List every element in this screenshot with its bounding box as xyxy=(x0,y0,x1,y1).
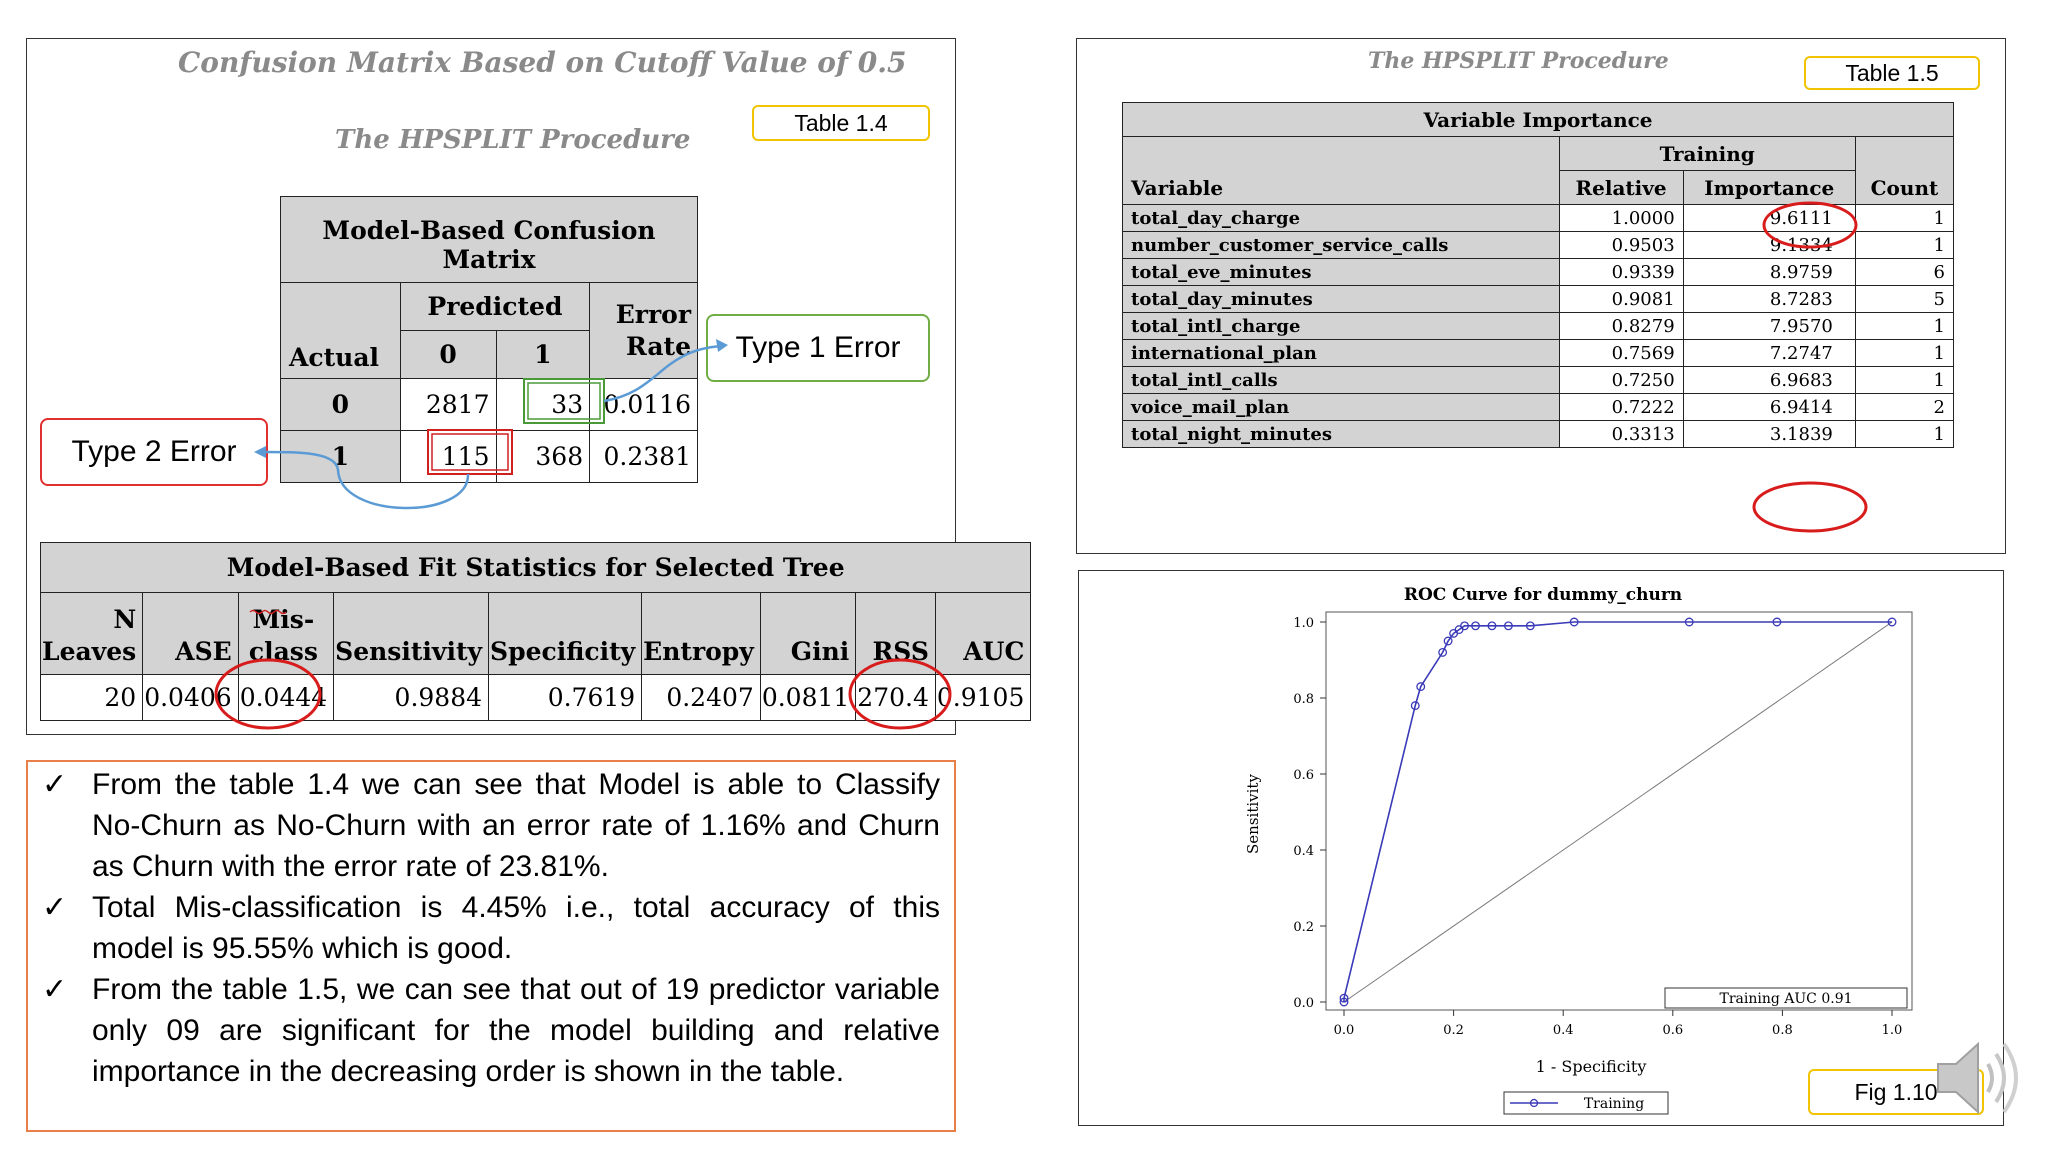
importance-cell: 7.2747 xyxy=(1683,340,1855,367)
importance-cell: 7.9570 xyxy=(1683,313,1855,340)
y-tick-label: 1.0 xyxy=(1293,616,1314,631)
importance-cell: 8.7283 xyxy=(1683,286,1855,313)
relative-cell: 0.9339 xyxy=(1559,259,1683,286)
hpsplit-subtitle-right: The HPSPLIT Procedure xyxy=(1368,48,1669,74)
legend-label: Training xyxy=(1583,1096,1645,1112)
check-icon: ✓ xyxy=(42,768,68,801)
count-col-header: Count xyxy=(1855,137,1953,205)
fit-col-header-bottom: class xyxy=(248,637,318,666)
actual-header: Actual xyxy=(281,283,401,379)
importance-cell: 3.1839 xyxy=(1683,421,1855,448)
count-cell: 1 xyxy=(1855,421,1953,448)
auc-label: Training AUC 0.91 xyxy=(1719,991,1853,1007)
count-cell: 1 xyxy=(1855,367,1953,394)
importance-cell: 8.9759 xyxy=(1683,259,1855,286)
y-tick-label: 0.4 xyxy=(1293,844,1314,859)
fit-col-header-bottom: Gini xyxy=(790,637,850,666)
check-icon: ✓ xyxy=(42,973,68,1006)
error-rate-header-line1: Error xyxy=(615,299,691,329)
fit-value-cell: 20 xyxy=(41,675,143,721)
variable-col-header: Variable xyxy=(1123,137,1560,205)
importance-cell: 9.6111 xyxy=(1683,205,1855,232)
fit-statistics-title: Model-Based Fit Statistics for Selected Tree xyxy=(41,543,1031,593)
relative-cell: 0.9081 xyxy=(1559,286,1683,313)
error-rate-cell: 0.0116 xyxy=(590,379,698,431)
error-rate-cell: 0.2381 xyxy=(590,431,698,483)
fit-value-cell: 0.0444 xyxy=(238,675,333,721)
relative-cell: 0.3313 xyxy=(1559,421,1683,448)
variable-name-cell: total_eve_minutes xyxy=(1123,259,1560,286)
predicted-header: Predicted xyxy=(400,283,589,331)
fit-value-cell: 0.7619 xyxy=(489,675,642,721)
relative-cell: 0.7250 xyxy=(1559,367,1683,394)
fit-col-header-top: N xyxy=(113,605,137,634)
confusion-matrix-title: Model-Based Confusion Matrix xyxy=(281,197,698,283)
importance-cell: 6.9414 xyxy=(1683,394,1855,421)
fit-value-cell: 0.9884 xyxy=(334,675,489,721)
count-cell: 5 xyxy=(1855,286,1953,313)
training-header: Training xyxy=(1559,137,1855,171)
variable-name-cell: total_day_minutes xyxy=(1123,286,1560,313)
x-tick-label: 0.2 xyxy=(1443,1023,1464,1038)
note-text: From the table 1.5, we can see that out of 19 predictor variable only 09 are significant for the model building and relative importance in the decreasing order is shown in the table. xyxy=(92,973,940,1088)
y-axis-label: Sensitivity xyxy=(1244,774,1262,854)
importance-cell: 9.1334 xyxy=(1683,232,1855,259)
relative-cell: 0.7222 xyxy=(1559,394,1683,421)
misclass-highlight-circle xyxy=(216,660,320,728)
x-tick-label: 0.6 xyxy=(1662,1023,1684,1038)
matrix-cell: 115 xyxy=(400,431,496,483)
table-1-4-tag: Table 1.4 xyxy=(752,105,930,141)
y-tick-label: 0.2 xyxy=(1293,920,1314,935)
top-importance-circle xyxy=(1764,203,1856,247)
predicted-col-0: 0 xyxy=(400,331,496,379)
variable-importance-title: Variable Importance xyxy=(1123,103,1954,137)
low-importance-circle xyxy=(1754,483,1866,531)
check-icon: ✓ xyxy=(42,891,68,924)
relative-cell: 0.9503 xyxy=(1559,232,1683,259)
variable-name-cell: number_customer_service_calls xyxy=(1123,232,1560,259)
confusion-panel-title: Confusion Matrix Based on Cutoff Value of 0.5 xyxy=(178,46,907,79)
note-item xyxy=(28,969,954,1092)
importance-col-header: Importance xyxy=(1683,171,1855,205)
fit-col-header-bottom: Leaves xyxy=(42,637,137,666)
relative-cell: 0.8279 xyxy=(1559,313,1683,340)
note-item xyxy=(28,887,954,969)
y-tick-label: 0.0 xyxy=(1293,996,1314,1011)
fit-value-cell: 0.9105 xyxy=(935,675,1030,721)
variable-name-cell: voice_mail_plan xyxy=(1123,394,1560,421)
importance-cell: 6.9683 xyxy=(1683,367,1855,394)
fit-col-header-bottom: Entropy xyxy=(643,637,754,666)
x-tick-label: 1.0 xyxy=(1881,1023,1903,1038)
variable-name-cell: international_plan xyxy=(1123,340,1560,367)
variable-name-cell: total_intl_charge xyxy=(1123,313,1560,340)
count-cell: 1 xyxy=(1855,232,1953,259)
chart-title: ROC Curve for dummy_churn xyxy=(1403,585,1683,605)
note-item xyxy=(28,764,954,887)
relative-col-header: Relative xyxy=(1559,171,1683,205)
count-cell: 1 xyxy=(1855,205,1953,232)
count-cell: 1 xyxy=(1855,313,1953,340)
matrix-cell: 368 xyxy=(496,431,590,483)
variable-name-cell: total_night_minutes xyxy=(1123,421,1560,448)
count-cell: 1 xyxy=(1855,340,1953,367)
importance-highlight-overlay xyxy=(0,0,2048,560)
actual-row-label: 1 xyxy=(281,431,401,483)
x-axis-label: 1 - Specificity xyxy=(1535,1057,1647,1076)
note-text: Total Mis-classification is 4.45% i.e., total accuracy of this model is 95.55% which is good. xyxy=(92,891,940,965)
type-1-error-callout: Type 1 Error xyxy=(706,314,930,382)
x-tick-label: 0.0 xyxy=(1333,1023,1355,1038)
speaker-icon[interactable] xyxy=(1928,1030,2024,1126)
fit-value-cell: 0.2407 xyxy=(642,675,761,721)
type-2-error-callout: Type 2 Error xyxy=(40,418,268,486)
fit-col-header-bottom: RSS xyxy=(872,637,929,666)
note-text: From the table 1.4 we can see that Model is able to Classify No-Churn as No-Churn with an error rate of 1.16% and Churn as Churn with the error rate of 23.81%. xyxy=(92,768,940,883)
matrix-cell: 2817 xyxy=(400,379,496,431)
roc-chart xyxy=(1078,570,2004,1126)
fit-col-header-bottom: ASE xyxy=(175,637,232,666)
fit-value-cell: 0.0811 xyxy=(760,675,855,721)
misclass-spellcheck-underline xyxy=(250,611,286,614)
fit-value-cell: 0.0406 xyxy=(143,675,238,721)
fit-col-header-bottom: Specificity xyxy=(490,637,636,666)
fig-1-10-tag: Fig 1.10 xyxy=(1808,1069,1984,1115)
count-cell: 2 xyxy=(1855,394,1953,421)
fit-col-header-top: Mis- xyxy=(252,605,315,634)
relative-cell: 1.0000 xyxy=(1559,205,1683,232)
fit-col-header-bottom: AUC xyxy=(963,637,1025,666)
y-tick-label: 0.8 xyxy=(1293,692,1314,707)
fit-value-cell: 270.4 xyxy=(856,675,936,721)
count-cell: 6 xyxy=(1855,259,1953,286)
relative-cell: 0.7569 xyxy=(1559,340,1683,367)
x-tick-label: 0.4 xyxy=(1552,1023,1574,1038)
y-tick-label: 0.6 xyxy=(1293,768,1314,783)
matrix-cell: 33 xyxy=(496,379,590,431)
notes-box xyxy=(26,760,956,1132)
x-tick-label: 0.8 xyxy=(1772,1023,1793,1038)
hpsplit-subtitle-left: The HPSPLIT Procedure xyxy=(335,125,691,155)
table-1-5-tag: Table 1.5 xyxy=(1804,56,1980,90)
auc-highlight-circle xyxy=(850,660,950,728)
error-rate-header-line2: Rate xyxy=(625,331,691,361)
variable-name-cell: total_intl_calls xyxy=(1123,367,1560,394)
predicted-col-1: 1 xyxy=(496,331,590,379)
actual-row-label: 0 xyxy=(281,379,401,431)
variable-name-cell: total_day_charge xyxy=(1123,205,1560,232)
fit-col-header-bottom: Sensitivity xyxy=(335,637,483,666)
